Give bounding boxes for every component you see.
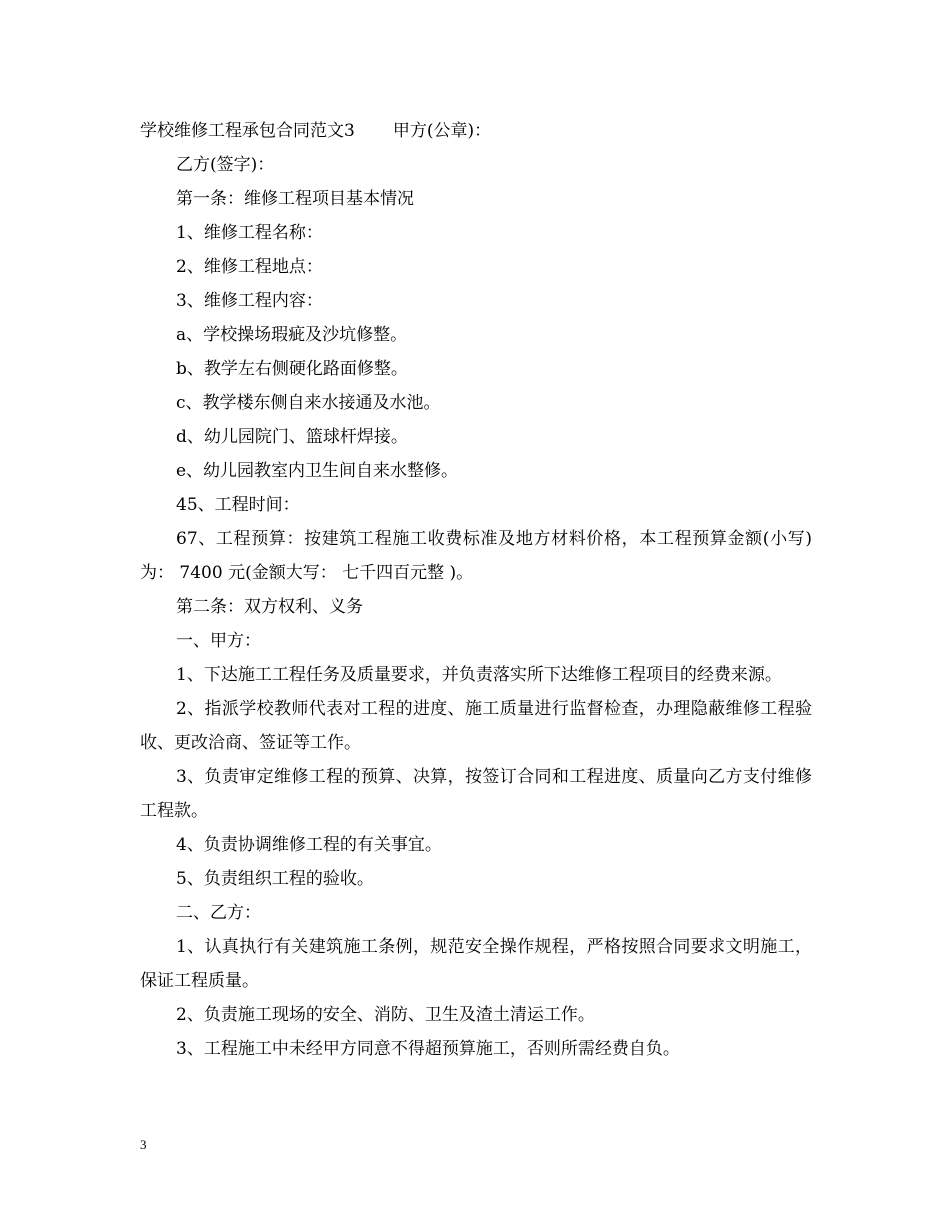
party-a-duty-4: 4、负责协调维修工程的有关事宜。 <box>176 835 442 855</box>
content-item-c: c、教学楼东侧自来水接通及水池。 <box>176 393 441 413</box>
party-b-duty-3: 3、工程施工中未经甲方同意不得超预算施工，否则所需经费自负。 <box>176 1039 680 1059</box>
party-a-section-heading: 一、甲方： <box>176 631 261 651</box>
title-line <box>140 114 812 148</box>
project-name-item: 1、维修工程名称： <box>176 223 323 243</box>
page-number: 3 <box>140 1137 147 1152</box>
party-a-duty-3: 3、负责审定维修工程的预算、决算，按签订合同和工程进度、质量向乙方支付维修工程款。 <box>140 767 812 821</box>
party-a-duty-1: 1、下达施工工程任务及质量要求，并负责落实所下达维修工程项目的经费来源。 <box>176 665 782 685</box>
party-a-label: 甲方(公章)： <box>392 121 492 141</box>
party-b-label: 乙方(签字)： <box>176 155 275 175</box>
document-title: 学校维修工程承包合同范文3 <box>140 121 355 141</box>
party-a-duty-2: 2、指派学校教师代表对工程的进度、施工质量进行监督检查，办理隐蔽维修工程验收、更改洽商、签证等工作。 <box>140 699 812 753</box>
content-item-b: b、教学左右侧硬化路面修整。 <box>176 359 408 379</box>
project-time-item: 45、工程时间： <box>176 495 300 515</box>
content-item-a: a、学校操场瑕疵及沙坑修整。 <box>176 325 408 345</box>
party-b-duty-1: 1、认真执行有关建筑施工条例，规范安全操作规程，严格按照合同要求文明施工，保证工程质量。 <box>140 937 812 991</box>
project-budget-item: 67、工程预算：按建筑工程施工收费标准及地方材料价格，本工程预算金额(小写)为： 7400 元(金额大写： 七千四百元整 )。 <box>140 529 812 583</box>
party-b-section-heading: 二、乙方： <box>176 903 261 923</box>
project-location-item: 2、维修工程地点： <box>176 257 323 277</box>
project-content-item: 3、维修工程内容： <box>176 291 323 311</box>
content-item-e: e、幼儿园教室内卫生间自来水整修。 <box>176 461 459 481</box>
article-1-heading: 第一条：维修工程项目基本情况 <box>176 189 414 209</box>
content-item-d: d、幼儿园院门、篮球杆焊接。 <box>176 427 408 447</box>
party-b-duty-2: 2、负责施工现场的安全、消防、卫生及渣土清运工作。 <box>176 1005 595 1025</box>
party-a-duty-5: 5、负责组织工程的验收。 <box>176 869 374 889</box>
article-2-heading: 第二条：双方权利、义务 <box>176 597 363 617</box>
document-body <box>140 114 812 1066</box>
